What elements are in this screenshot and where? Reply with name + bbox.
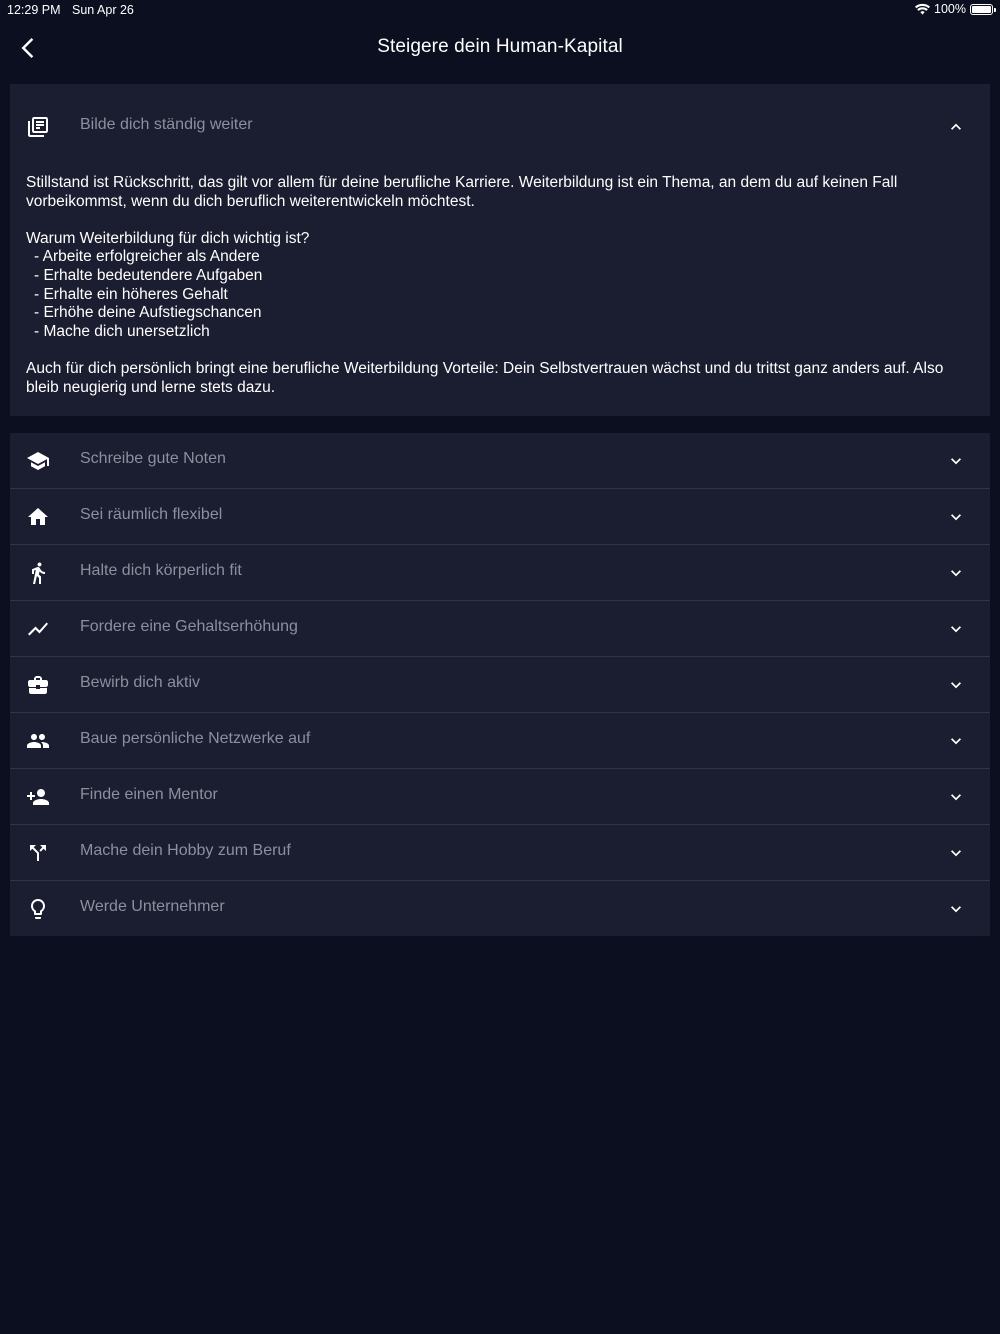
status-date: Sun Apr 26: [72, 3, 134, 17]
section-label: Finde einen Mentor: [80, 786, 218, 803]
section-label: Schreibe gute Noten: [80, 450, 226, 467]
trending-up-icon: [26, 617, 50, 641]
bullet-item: - Erhalte bedeutendere Aufgaben: [34, 266, 263, 284]
section-label: Mache dein Hobby zum Beruf: [80, 842, 291, 859]
bullet-item: - Erhöhe deine Aufstiegschancen: [34, 304, 262, 322]
section-label: Bewirb dich aktiv: [80, 674, 201, 691]
home-icon: [26, 505, 50, 529]
section-row-netzwerke[interactable]: [10, 713, 990, 769]
chevron-down-icon: [946, 507, 966, 527]
nav-bar: [0, 22, 1000, 74]
status-right: [915, 2, 993, 16]
section-row-hobby[interactable]: [10, 825, 990, 881]
bullet-item: - Arbeite erfolgreicher als Andere: [34, 248, 260, 266]
expanded-section-body: [26, 174, 974, 397]
section-row-unternehmer[interactable]: [10, 881, 990, 936]
section-row-bewerben[interactable]: [10, 657, 990, 713]
chevron-down-icon: [946, 731, 966, 751]
body-paragraph: Auch für dich persönlich bringt eine berufliche Weiterbildung Vorteile: Dein Selbstvertrauen wächst und du trittst ganz anders auf. Also bleib neugierig und lerne stets dazu.: [26, 359, 944, 396]
chevron-down-icon: [946, 563, 966, 583]
section-label: Werde Unternehmer: [80, 898, 225, 915]
battery-icon: [970, 4, 993, 15]
merge-icon: [26, 841, 50, 865]
section-row-noten[interactable]: [10, 433, 990, 489]
section-row-fit[interactable]: [10, 545, 990, 601]
status-bar: [0, 0, 1000, 22]
section-label: Baue persönliche Netzwerke auf: [80, 730, 311, 747]
chevron-down-icon: [946, 675, 966, 695]
section-label: Halte dich körperlich fit: [80, 562, 242, 579]
bullet-item: - Mache dich unersetzlich: [34, 322, 210, 340]
section-row-mentor[interactable]: [10, 769, 990, 825]
status-left: [7, 3, 134, 17]
status-time: 12:29 PM: [7, 3, 61, 17]
section-row-gehalt[interactable]: [10, 601, 990, 657]
bullet-list: [26, 248, 974, 341]
section-list: [10, 433, 990, 936]
wifi-icon: [915, 3, 930, 15]
bullet-item: - Erhalte ein höheres Gehalt: [34, 285, 228, 303]
running-icon: [26, 561, 50, 585]
page-title: Steigere dein Human-Kapital: [377, 36, 623, 57]
body-paragraph: Stillstand ist Rückschritt, das gilt vor allem für deine berufliche Karriere. Weiterbildung ist ein Thema, an dem du auf keinen Fall vorbeikommst, wenn du dich beruflich weiterentwickeln möchtest.: [26, 174, 898, 210]
expanded-section-label: Bilde dich ständig weiter: [80, 116, 253, 133]
section-label: Sei räumlich flexibel: [80, 506, 223, 523]
person-add-icon: [26, 785, 50, 809]
chevron-up-icon: [946, 117, 966, 137]
chevron-down-icon: [946, 899, 966, 919]
chevron-down-icon: [946, 619, 966, 639]
section-label: Fordere eine Gehaltserhöhung: [80, 618, 298, 635]
body-question: Warum Weiterbildung für dich wichtig ist?: [26, 229, 310, 247]
people-icon: [26, 729, 50, 753]
briefcase-icon: [26, 673, 50, 697]
chevron-down-icon: [946, 787, 966, 807]
section-row-flexibel[interactable]: [10, 489, 990, 545]
graduation-cap-icon: [26, 449, 50, 473]
chevron-down-icon: [946, 451, 966, 471]
expanded-section: [10, 84, 990, 416]
library-books-icon: [26, 115, 50, 139]
chevron-down-icon: [946, 843, 966, 863]
expanded-section-header[interactable]: [10, 99, 990, 154]
lightbulb-icon: [26, 897, 50, 921]
battery-percent: 100%: [934, 2, 966, 16]
